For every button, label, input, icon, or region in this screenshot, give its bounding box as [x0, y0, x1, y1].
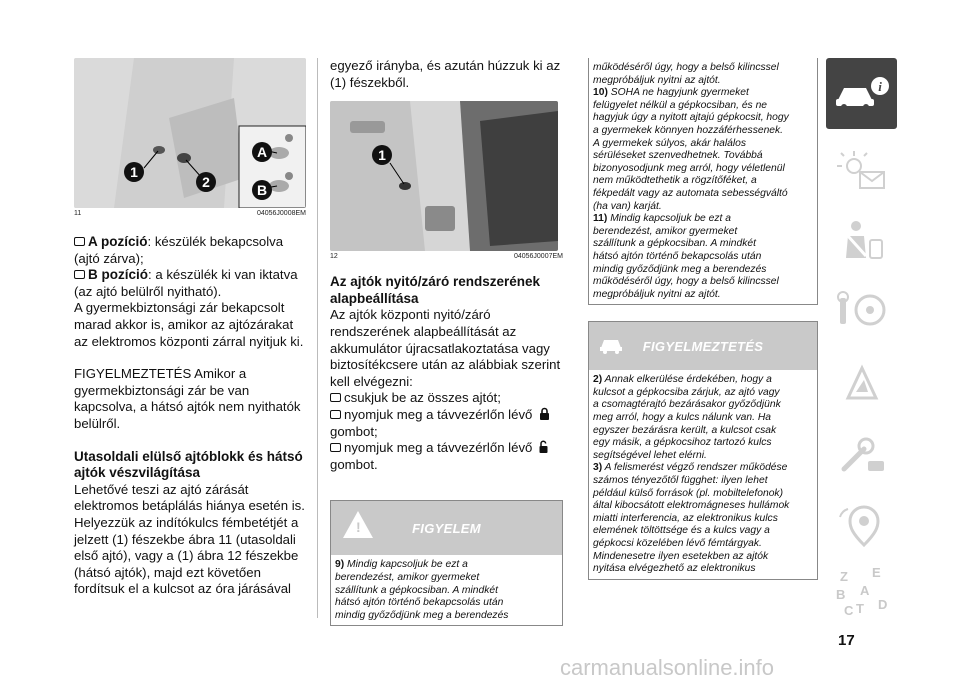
- warning-title: FIGYELEM: [412, 520, 481, 536]
- bullet-3: nyomjuk meg a távvezérlőn lévő: [330, 440, 563, 457]
- bullet-list: [74, 234, 306, 300]
- text-line: megpróbáljuk nyitni az ajtót.: [593, 74, 721, 86]
- figure-11-caption: [74, 210, 306, 217]
- text-line: kulcsot a gépkocsiba zárjuk, az ajtó vagy: [593, 386, 780, 398]
- text-line: működéséről úgy, hogy a belső kilincssel: [593, 276, 779, 288]
- text-line: hátsó ajtón történő bekapcsolás után: [593, 250, 762, 262]
- text-line: meg arról, hogy a kulcs nálunk van. Ha: [593, 412, 771, 424]
- bullet-2: nyomjuk meg a távvezérlőn lévő: [330, 407, 563, 424]
- text-line: rendszerének alapbeállítását az: [330, 323, 517, 339]
- callout-1: 1: [130, 164, 138, 180]
- warning-text: [589, 370, 817, 579]
- page-number: 17: [838, 632, 855, 649]
- warning-lights-icon: [834, 148, 890, 194]
- checkbox-bullet-icon: [74, 237, 85, 246]
- svg-text:C: C: [843, 602, 853, 617]
- car-info-icon: [832, 74, 892, 114]
- svg-text:i: i: [877, 78, 882, 94]
- text-line: gyermekbiztonsági zár be van: [74, 382, 250, 398]
- checkbox-bullet-icon: [330, 410, 341, 419]
- note-number: 3): [593, 462, 603, 474]
- svg-text:T: T: [855, 600, 864, 616]
- text-line: például külső források (pl. mobiltelefonok): [593, 487, 784, 499]
- text-line: első ajtó), vagy a (1) ábra 12 fészekbe: [74, 548, 299, 564]
- heading-line: alapbeállítása: [330, 290, 419, 306]
- lock-icon: [539, 407, 550, 421]
- sidebar-tab-car-info[interactable]: [826, 58, 897, 129]
- text-line: által kibocsátott elektromágneses hullámok: [593, 500, 790, 512]
- text-line: sérüléseket szenvedhetnek. Továbbá: [593, 150, 763, 162]
- text-line: kell elvégezni:: [330, 373, 413, 389]
- callout-b: B: [256, 182, 268, 198]
- seatbelt-person-icon: [834, 218, 890, 264]
- column-1: [74, 0, 306, 598]
- wrench-car-icon: [834, 433, 890, 479]
- text-line: elektromos betáplálás hiánya esetén is.: [74, 498, 305, 514]
- checkbox-bullet-icon: [74, 270, 85, 279]
- text-line: marad akkor is, amikor az ajtózárakat: [74, 316, 294, 332]
- text-line: jelzett (1) fészekbe ábra 11 (utasoldali: [74, 531, 296, 547]
- svg-text:D: D: [877, 596, 887, 612]
- note-number: 9): [335, 559, 345, 571]
- note-number: 11): [593, 213, 608, 225]
- text-line: Helyezzük az indítókulcs fémbetétjét a: [74, 514, 299, 530]
- text-line: hagyjuk úgy a nyitott ajtajú gépkocsit, hogy: [593, 112, 789, 124]
- text-line: berendezést, amikor gyermeket: [593, 225, 738, 237]
- navigation-pin-icon: [834, 505, 890, 551]
- text-line: nem működtethetik a rögzítőféket, a: [593, 175, 757, 187]
- door-latch-illustration: [74, 58, 306, 208]
- text-line: miatti interferencia, az elektronikus kulcs: [593, 512, 778, 524]
- text-line: A gyermekek súlyos, akár halálos: [593, 137, 746, 149]
- text-line: működéséről úgy, hogy a belső kilincssel: [593, 62, 779, 73]
- bullet-b: B pozíció: a készülék ki van iktatva: [74, 267, 306, 284]
- svg-text:A: A: [859, 582, 869, 598]
- steering-wheel-key-icon: [834, 288, 890, 334]
- warning-box-figyelem: [330, 500, 563, 626]
- bullet-a-line2: (ajtó zárva);: [74, 250, 144, 266]
- alphabet-index-icon: [832, 565, 892, 617]
- text-line: hátsó ajtón történő bekapcsolás után: [335, 597, 504, 609]
- warning-header: [331, 501, 562, 555]
- paragraph-1: [74, 300, 306, 350]
- text-line: szállítunk a gépkocsiban. A mindkét: [335, 584, 498, 596]
- figure-number: 11: [74, 210, 82, 217]
- paragraph: [330, 307, 563, 390]
- warning-triangle-icon: !: [343, 511, 373, 538]
- text-line: szállítunk a gépkocsiban. A mindkét: [593, 238, 756, 250]
- checkbox-bullet-icon: [330, 443, 341, 452]
- text-line: SOHA ne hagyjunk gyermeket: [610, 87, 749, 99]
- emergency-triangle-icon: [834, 358, 890, 404]
- bullet-2-end: gombot;: [330, 423, 378, 439]
- text-line: egyszer bezárásra került, a kulcsot csak: [593, 424, 777, 436]
- watermark: carmanualsonline.info: [560, 655, 775, 680]
- figure-number: 12: [330, 253, 338, 261]
- figure-12-caption: [330, 253, 563, 260]
- bullet-1: csukjuk be az összes ajtót;: [330, 390, 563, 407]
- text-line: biztosítékcsere után az alábbiak szerint: [330, 357, 561, 373]
- paragraph-2: [74, 366, 306, 432]
- text-line: A felismerést végző rendszer működése: [604, 462, 788, 474]
- bullet-3-end: gombot.: [330, 456, 378, 472]
- figure-code: 04056J0007EM: [513, 253, 563, 261]
- text-line: mindig győződjünk meg a berendezés: [593, 263, 767, 275]
- heading-line: Az ajtók nyitó/záró rendszerének: [330, 274, 541, 290]
- figure-code: 04056J0008EM: [256, 210, 306, 217]
- sidebar-tab-driving[interactable]: [826, 275, 897, 346]
- paragraph-3: [74, 482, 306, 598]
- text-line: Az ajtók központi nyitó/záró: [330, 307, 491, 323]
- heading-line: ajtók vészvilágítása: [74, 465, 201, 481]
- svg-text:Z: Z: [839, 568, 848, 584]
- text-line: nyitása elvégezhető az elektronikus: [593, 563, 756, 575]
- bullet-a: A pozíció: készülék bekapcsolva: [74, 234, 306, 251]
- text-line: Lehetővé teszi az ajtó zárását: [74, 481, 249, 497]
- car-warning-icon: [599, 334, 623, 354]
- text-line: (hátsó ajtók), majd ezt követően: [74, 564, 261, 580]
- text-line: felügyelet nélkül a gépkocsiban, és ne: [593, 99, 768, 111]
- note-number: 2): [593, 374, 603, 386]
- text-line: számos tényezőtől függhet: ilyen lehet: [593, 475, 768, 487]
- text-line: kapcsolva, a hátsó ajtók nem nyithatók: [74, 399, 301, 415]
- warning-box-figyelmeztetes: [588, 321, 818, 580]
- svg-text:E: E: [871, 564, 881, 580]
- text-line: megpróbáljuk nyitni az ajtót.: [593, 288, 721, 300]
- text-line: Mindig kapcsoljuk be ezt a: [610, 213, 731, 225]
- callout-1: 1: [378, 147, 386, 164]
- warning-text: [331, 555, 562, 625]
- callout-2: 2: [202, 174, 210, 190]
- sidebar-tab-emergency[interactable]: [826, 345, 897, 416]
- bullet-b-line2: (az ajtó belülről nyitható).: [74, 283, 222, 299]
- text-line: a csomagtérajtó bezárásakor győződjünk: [593, 399, 781, 411]
- text-line: segítségével lehet elérni.: [593, 449, 707, 461]
- text-line: akkumulátor újracsatlakoztatása vagy: [330, 340, 550, 356]
- text-line: (1) fészekből.: [330, 74, 410, 90]
- section-heading: [330, 274, 563, 307]
- unlock-icon: [539, 440, 548, 454]
- sidebar-tab-index[interactable]: [826, 555, 897, 626]
- text-line: A gyermekbiztonsági zár bekapcsolt: [74, 300, 285, 316]
- text-line: bizonyosodjunk meg arról, hogy véletlenül: [593, 162, 785, 174]
- text-line: FIGYELMEZTETÉS Amikor a: [74, 366, 247, 382]
- column-2: [330, 0, 563, 626]
- text-line: Mindenesetre ilyen esetekben az ajtók: [593, 550, 769, 562]
- sidebar-tab-maintenance[interactable]: [826, 420, 897, 491]
- figure-12: [330, 101, 558, 251]
- text-line: egy másik, a gépkocsihoz tartozó kulcs: [593, 437, 772, 449]
- figure-11: [74, 58, 306, 208]
- text-line: fordítsuk el a kulcsot az óra járásával: [74, 581, 291, 597]
- warning-continuation: [588, 58, 818, 305]
- text-line: (ha van) karját.: [593, 200, 662, 212]
- rear-door-latch-illustration: [330, 101, 558, 251]
- text-line: gépkocsi közelében lévő fémtárgyak.: [593, 538, 762, 549]
- text-line: fékpedált vagy az automata sebességváltó: [593, 187, 788, 199]
- warning-header: [589, 322, 817, 370]
- text-line: a gyermekek könnyen hozzáférhessenek.: [593, 124, 784, 136]
- section-heading: [74, 449, 306, 482]
- svg-text:B: B: [835, 586, 845, 602]
- sidebar-tab-safety[interactable]: [826, 205, 897, 276]
- text-line: Annak elkerülése érdekében, hogy a: [604, 374, 772, 386]
- text-line: az elektromos központi zárral nyitjuk ki.: [74, 333, 304, 349]
- warning-title: FIGYELMEZTETÉS: [642, 338, 764, 354]
- callout-a: A: [256, 144, 268, 160]
- column-divider: [317, 58, 318, 618]
- text-line: belülről.: [74, 415, 121, 431]
- text-line: berendezést, amikor gyermeket: [335, 571, 480, 583]
- column-3: [588, 0, 818, 580]
- note-number: 10): [593, 87, 608, 99]
- text-line: egyező irányba, és azután húzzuk ki az: [330, 58, 561, 73]
- sidebar-tab-multimedia[interactable]: [826, 492, 897, 563]
- heading-line: Utasoldali elülső ajtóblokk és hátsó: [74, 448, 303, 464]
- checkbox-bullet-icon: [330, 393, 341, 402]
- text-line: elemének töltöttsége és a kulcs vagy a: [593, 525, 770, 537]
- text-line: Mindig kapcsoljuk be ezt a: [347, 559, 468, 571]
- text-line: mindig győződjünk meg a berendezés: [335, 609, 509, 621]
- sidebar-tab-lights-messages[interactable]: [826, 135, 897, 206]
